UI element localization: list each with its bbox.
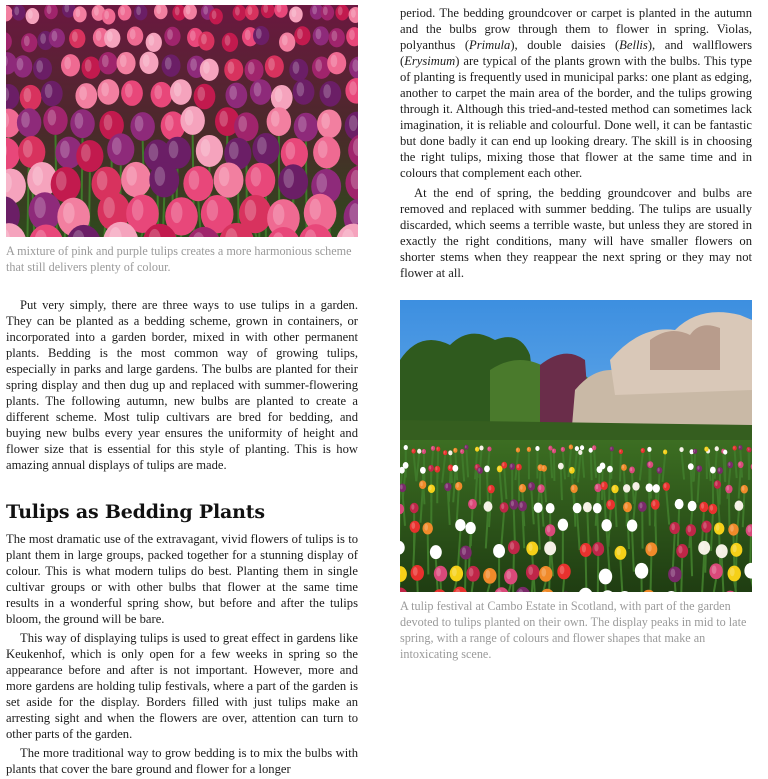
bedding-paragraph-1: The most dramatic use of the extravagant, vivid flowers of tulips is to plant them in large groups, packed together for a stunning display of colour. This is what modern tulips do best. Planting them in single cultivar groups or with other bulbs that flower at the same time results in a wonderful spring show, but before and after the tulips bloom, the ground will be bare. (6, 531, 358, 626)
tulip-photo-pink-purple (6, 5, 358, 237)
latin-name-primula: Primula (469, 38, 511, 53)
right-photo-caption: A tulip festival at Cambo Estate in Scotland, with part of the garden devoted to tulips planted on their own. The display peaks in mid to late spring, with a range of colours and flower shapes that make an intoxicating scene. (400, 598, 747, 661)
intro-paragraph: Put very simply, there are three ways to use tulips in a garden. They can be planted as a bedding scheme, grown in containers, or incorporated into a garden border, mixed in with other permanent plants. Bedding is the most common way of growing tulips, especially in parks and large gardens. The bulbs are planted for their spring display and then dug up and replaced with summer-flowering plants. The following autumn, new bulbs are planted to create a different scheme. Most tulip cultivars are bred for bedding, and buying new bulbs every year ensures the uniformity of height and flower size that is essential for this style of planting. This is how amazing annual displays of tulips are made. (6, 298, 358, 473)
text-run: ), and wallflowers ( (400, 38, 752, 69)
right-column (400, 5, 752, 662)
bedding-paragraph-2: This way of displaying tulips is used to great effect in gardens like Keukenhof, which is only open for a few weeks in spring so the appearance before and after is not important. However, more and more gardens are holding tulip festivals, where a part of the garden is set aside for the display. Borders filled with just tulips make an arresting sight and when the flowers are over, attention can turn to other parts of the garden. (6, 630, 358, 742)
tulip-festival-photo (400, 300, 752, 592)
section-heading: Tulips as Bedding Plants (6, 500, 265, 523)
continued-paragraph (400, 5, 752, 182)
text-run: ) are typical of the plants grown with the bulbs. This type of planting is frequently used in municipal parks: one plant as edging, another to carpet the main area of the border, and the tulips growing through it. Although this tried-and-tested method can sometimes lack imagination, it is reliable and colourful. Done well, it can be fantastic but done badly it can end up looking dreary. The skill is in choosing the right tulips, mixing those that flower at the same time and in colours that complement each other. (400, 54, 752, 181)
end-of-spring-paragraph: At the end of spring, the bedding groundcover and bulbs are removed and replaced with summer bedding. The tulips are usually discarded, which seems a terrible waste, but unless they are stored in exactly the right conditions, many will have smaller flowers on shorter stems when they reappear the next spring or they may not flower at all. (400, 185, 752, 280)
latin-name-erysimum: Erysimum (404, 54, 456, 69)
tulip-festival-photo-graphic (400, 300, 752, 592)
tulip-photo-pink-purple-graphic (6, 5, 358, 237)
bedding-paragraph-3: The more traditional way to grow bedding is to mix the bulbs with plants that cover the bare ground and flower for a longer (6, 746, 358, 777)
left-photo-caption: A mixture of pink and purple tulips creates a more harmonious scheme that still delivers plenty of colour. (6, 244, 352, 274)
text-run: period. The bedding groundcover or carpet is planted in the autumn and the bulbs grow through them to flower in spring. Violas, polyanthus ( (400, 6, 752, 53)
left-column (6, 5, 358, 777)
latin-name-bellis: Bellis (619, 38, 648, 53)
text-run: ), double daisies ( (510, 38, 620, 53)
